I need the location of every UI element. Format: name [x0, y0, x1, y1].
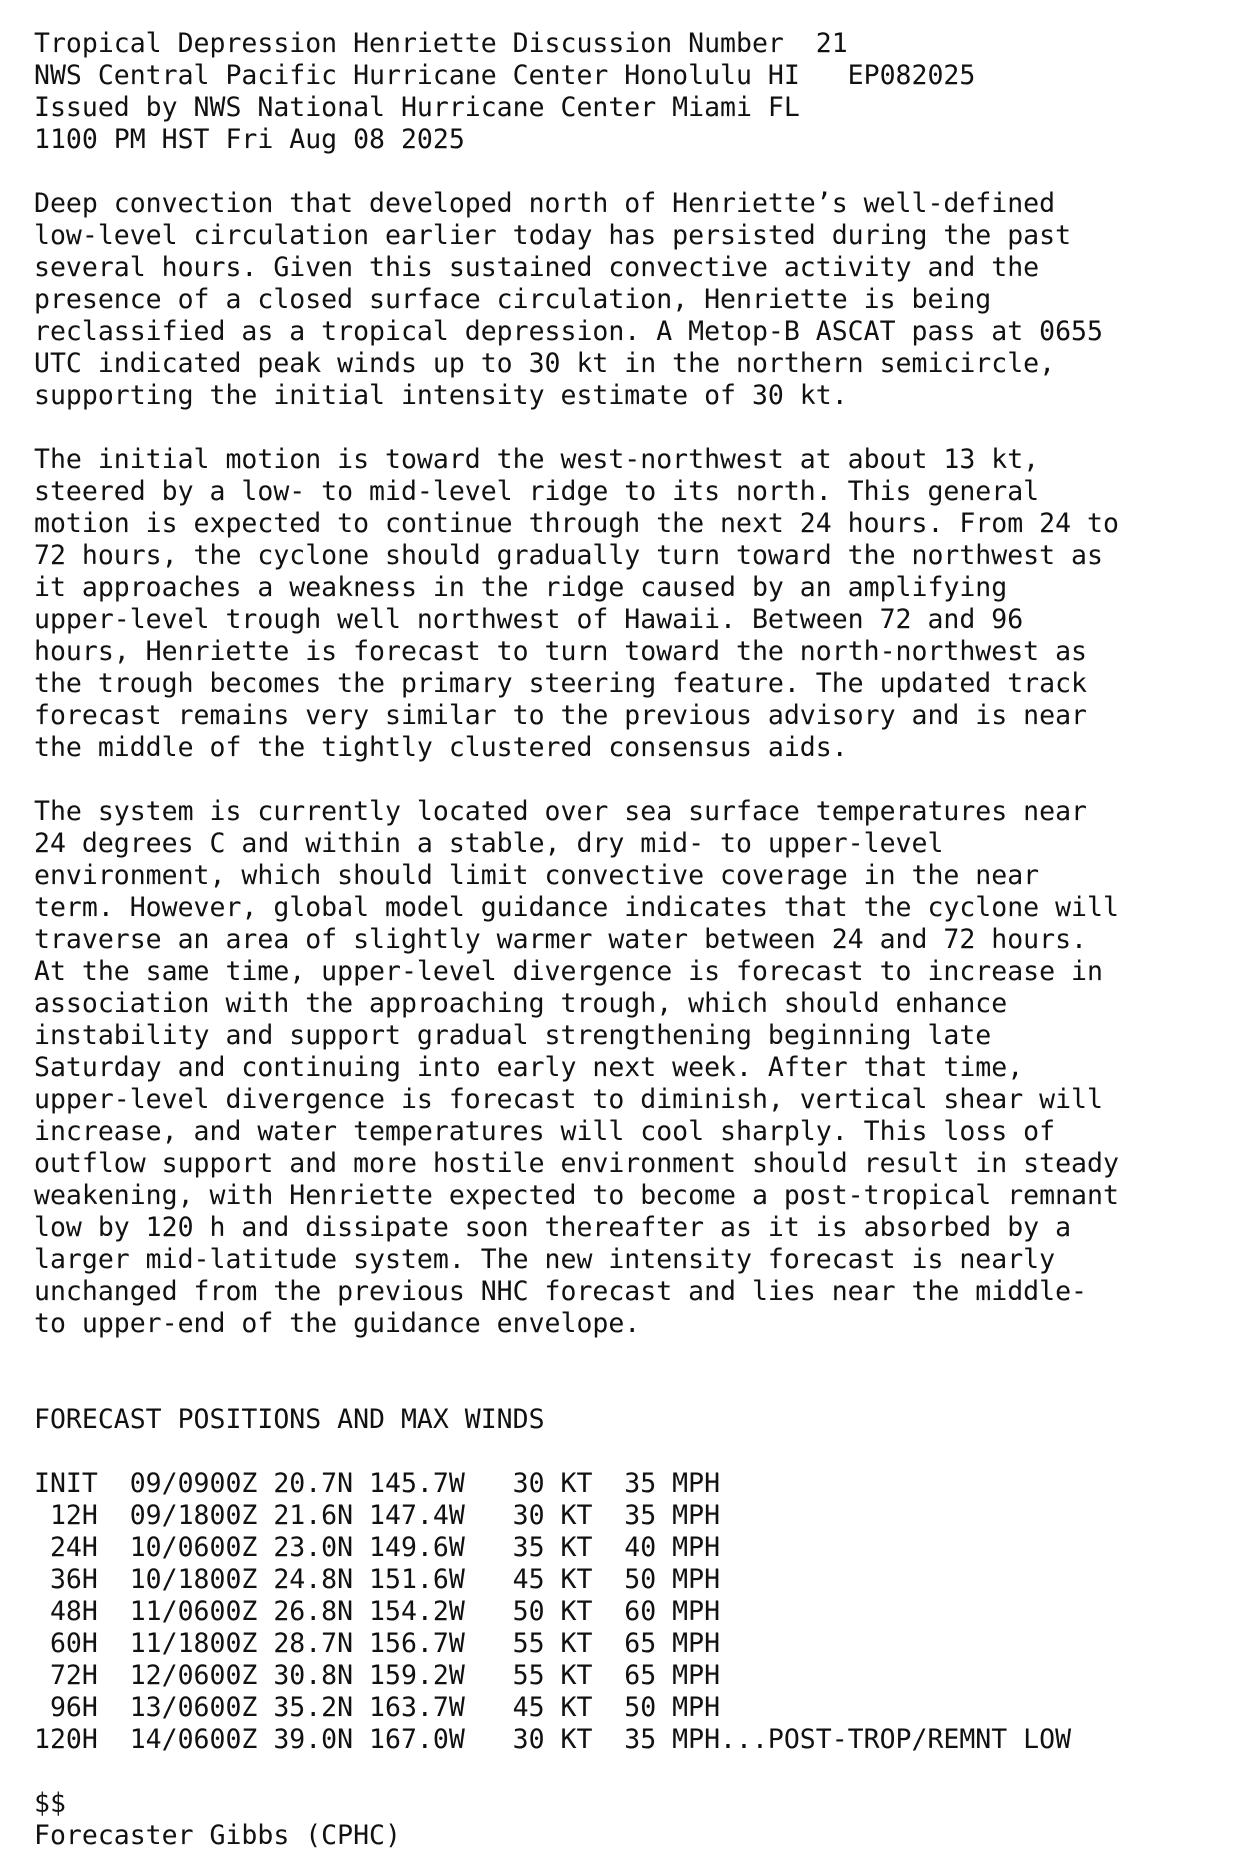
paragraph-line: instability and support gradual strengthening beginning late: [34, 1020, 992, 1051]
paragraph-motion: [34, 444, 1234, 764]
paragraph-line: association with the approaching trough, which should enhance: [34, 988, 1008, 1019]
paragraph-line: Saturday and continuing into early next week. After that time,: [34, 1052, 1024, 1083]
paragraph-line: the trough becomes the primary steering feature. The updated track: [34, 668, 1087, 699]
discussion-document: [34, 28, 1234, 1852]
forecast-row: 96H 13/0600Z 35.2N 163.7W 45 KT 50 MPH: [34, 1692, 721, 1723]
paragraph-line: increase, and water temperatures will cool sharply. This loss of: [34, 1116, 1056, 1147]
forecast-row: 36H 10/1800Z 24.8N 151.6W 45 KT 50 MPH: [34, 1564, 721, 1595]
paragraph-line: motion is expected to continue through the next 24 hours. From 24 to: [34, 508, 1119, 539]
paragraph-line: outflow support and more hostile environment should result in steady: [34, 1148, 1119, 1179]
paragraph-line: steered by a low- to mid-level ridge to its north. This general: [34, 476, 1040, 507]
paragraph-line: supporting the initial intensity estimate of 30 kt.: [34, 380, 848, 411]
paragraph-line: several hours. Given this sustained convective activity and the: [34, 252, 1040, 283]
paragraph-line: At the same time, upper-level divergence is forecast to increase in: [34, 956, 1103, 987]
paragraph-line: 24 degrees C and within a stable, dry mid- to upper-level: [34, 828, 944, 859]
forecast-row: 120H 14/0600Z 39.0N 167.0W 30 KT 35 MPH...POST-TROP/REMNT LOW: [34, 1724, 1072, 1755]
spacer: [34, 1340, 1234, 1372]
forecast-heading: FORECAST POSITIONS AND MAX WINDS: [34, 1404, 545, 1435]
header-block: [34, 28, 1234, 156]
paragraph-line: Deep convection that developed north of Henriette’s well-defined: [34, 188, 1056, 219]
forecast-row: 72H 12/0600Z 30.8N 159.2W 55 KT 65 MPH: [34, 1660, 721, 1691]
forecast-row: 24H 10/0600Z 23.0N 149.6W 35 KT 40 MPH: [34, 1532, 721, 1563]
paragraph-line: low by 120 h and dissipate soon thereafter as it is absorbed by a: [34, 1212, 1072, 1243]
forecaster-signature: Forecaster Gibbs (CPHC): [34, 1820, 401, 1851]
forecast-row: 12H 09/1800Z 21.6N 147.4W 30 KT 35 MPH: [34, 1500, 721, 1531]
paragraph-line: upper-level trough well northwest of Hawaii. Between 72 and 96: [34, 604, 1024, 635]
forecast-table: [34, 1468, 1234, 1756]
paragraph-line: The initial motion is toward the west-northwest at about 13 kt,: [34, 444, 1040, 475]
paragraph-line: forecast remains very similar to the previous advisory and is near: [34, 700, 1087, 731]
paragraph-convection: [34, 188, 1234, 412]
paragraph-line: The system is currently located over sea surface temperatures near: [34, 796, 1087, 827]
paragraph-line: hours, Henriette is forecast to turn toward the north-northwest as: [34, 636, 1087, 667]
spacer: [34, 156, 1234, 188]
header-title-line: Tropical Depression Henriette Discussion Number 21: [34, 28, 848, 59]
spacer: [34, 1436, 1234, 1468]
forecast-section: [34, 1404, 1234, 1756]
end-marker: $$: [34, 1788, 66, 1819]
paragraph-line: presence of a closed surface circulation, Henriette is being: [34, 284, 992, 315]
paragraph-line: it approaches a weakness in the ridge caused by an amplifying: [34, 572, 1008, 603]
paragraph-line: UTC indicated peak winds up to 30 kt in the northern semicircle,: [34, 348, 1056, 379]
spacer: [34, 764, 1234, 796]
paragraph-line: environment, which should limit convective coverage in the near: [34, 860, 1040, 891]
paragraph-line: low-level circulation earlier today has persisted during the past: [34, 220, 1072, 251]
forecast-row: 60H 11/1800Z 28.7N 156.7W 55 KT 65 MPH: [34, 1628, 721, 1659]
header-office-line: NWS Central Pacific Hurricane Center Honolulu HI EP082025: [34, 60, 976, 91]
spacer: [34, 1372, 1234, 1404]
footer-block: [34, 1788, 1234, 1852]
header-issued-line: Issued by NWS National Hurricane Center Miami FL: [34, 92, 800, 123]
paragraph-line: unchanged from the previous NHC forecast and lies near the middle-: [34, 1276, 1087, 1307]
forecast-row: INIT 09/0900Z 20.7N 145.7W 30 KT 35 MPH: [34, 1468, 721, 1499]
paragraph-line: the middle of the tightly clustered consensus aids.: [34, 732, 848, 763]
spacer: [34, 412, 1234, 444]
paragraph-line: upper-level divergence is forecast to diminish, vertical shear will: [34, 1084, 1103, 1115]
forecast-row: 48H 11/0600Z 26.8N 154.2W 50 KT 60 MPH: [34, 1596, 721, 1627]
paragraph-line: to upper-end of the guidance envelope.: [34, 1308, 641, 1339]
paragraph-line: reclassified as a tropical depression. A Metop-B ASCAT pass at 0655: [34, 316, 1103, 347]
paragraph-line: 72 hours, the cyclone should gradually turn toward the northwest as: [34, 540, 1103, 571]
paragraph-intensity: [34, 796, 1234, 1340]
paragraph-line: weakening, with Henriette expected to become a post-tropical remnant: [34, 1180, 1119, 1211]
paragraph-line: traverse an area of slightly warmer water between 24 and 72 hours.: [34, 924, 1087, 955]
paragraph-line: larger mid-latitude system. The new intensity forecast is nearly: [34, 1244, 1056, 1275]
header-time-line: 1100 PM HST Fri Aug 08 2025: [34, 124, 465, 155]
paragraph-line: term. However, global model guidance indicates that the cyclone will: [34, 892, 1119, 923]
spacer: [34, 1756, 1234, 1788]
